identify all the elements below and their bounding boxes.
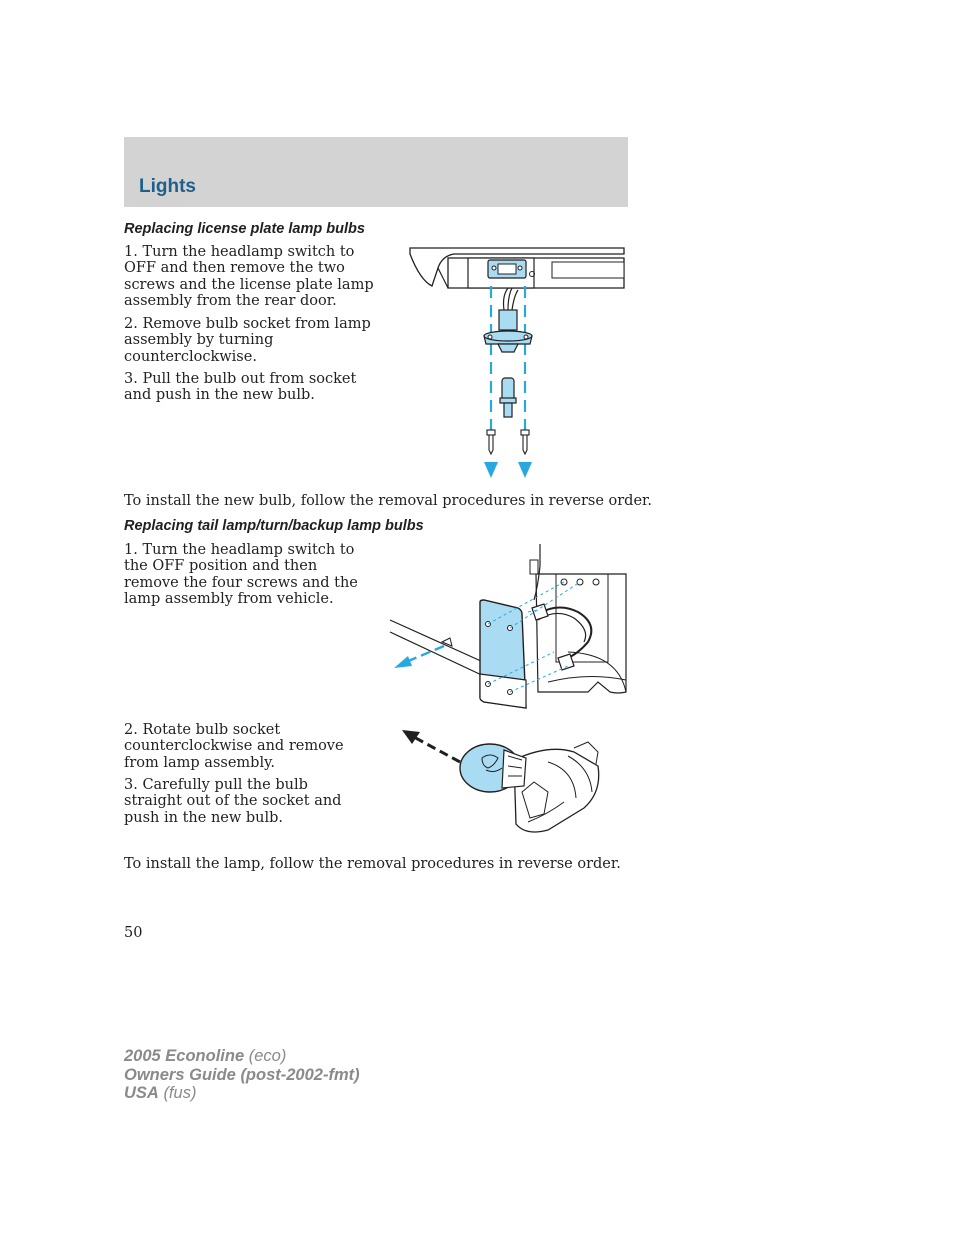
- footer-region: USA: [124, 1084, 159, 1102]
- page-number: 50: [124, 925, 143, 941]
- footer-guide: Owners Guide (post-2002-fmt): [124, 1065, 360, 1084]
- step-2-text: 2. Remove bulb socket from lamp assembly by turning counterclockwise.: [124, 316, 371, 365]
- step-1-text: 1. Turn the headlamp switch to OFF and then remove the two screws and the license plate lamp assembly from the rear door.: [124, 244, 374, 310]
- section-heading-tail-lamp: Replacing tail lamp/turn/backup lamp bulbs: [124, 518, 424, 534]
- footer-region-code: (fus): [163, 1084, 197, 1102]
- step-3-text: 3. Pull the bulb out from socket and push in the new bulb.: [124, 371, 357, 404]
- tail-step-2-text: 2. Rotate bulb socket counterclockwise and remove from lamp assembly.: [124, 722, 344, 771]
- bulb-removal-diagram: [398, 722, 608, 838]
- header-band: [124, 137, 628, 207]
- page-title: Lights: [139, 176, 196, 197]
- tail-step-1-text: 1. Turn the headlamp switch to the OFF position and then remove the four screws and the lamp assembly from vehicle.: [124, 542, 358, 608]
- footer-model-code: (eco): [248, 1047, 287, 1065]
- section1-closing-text: To install the new bulb, follow the removal procedures in reverse order.: [124, 493, 652, 509]
- tail-step-3-text: 3. Carefully pull the bulb straight out of the socket and push in the new bulb.: [124, 777, 342, 826]
- footer-model: 2005 Econoline: [124, 1047, 245, 1065]
- section-heading-license-plate: Replacing license plate lamp bulbs: [124, 221, 365, 237]
- section2-closing-text: To install the lamp, follow the removal procedures in reverse order.: [124, 856, 621, 872]
- license-plate-lamp-diagram: [408, 240, 628, 480]
- tail-lamp-assembly-diagram: [388, 542, 630, 712]
- footer: [124, 1047, 360, 1103]
